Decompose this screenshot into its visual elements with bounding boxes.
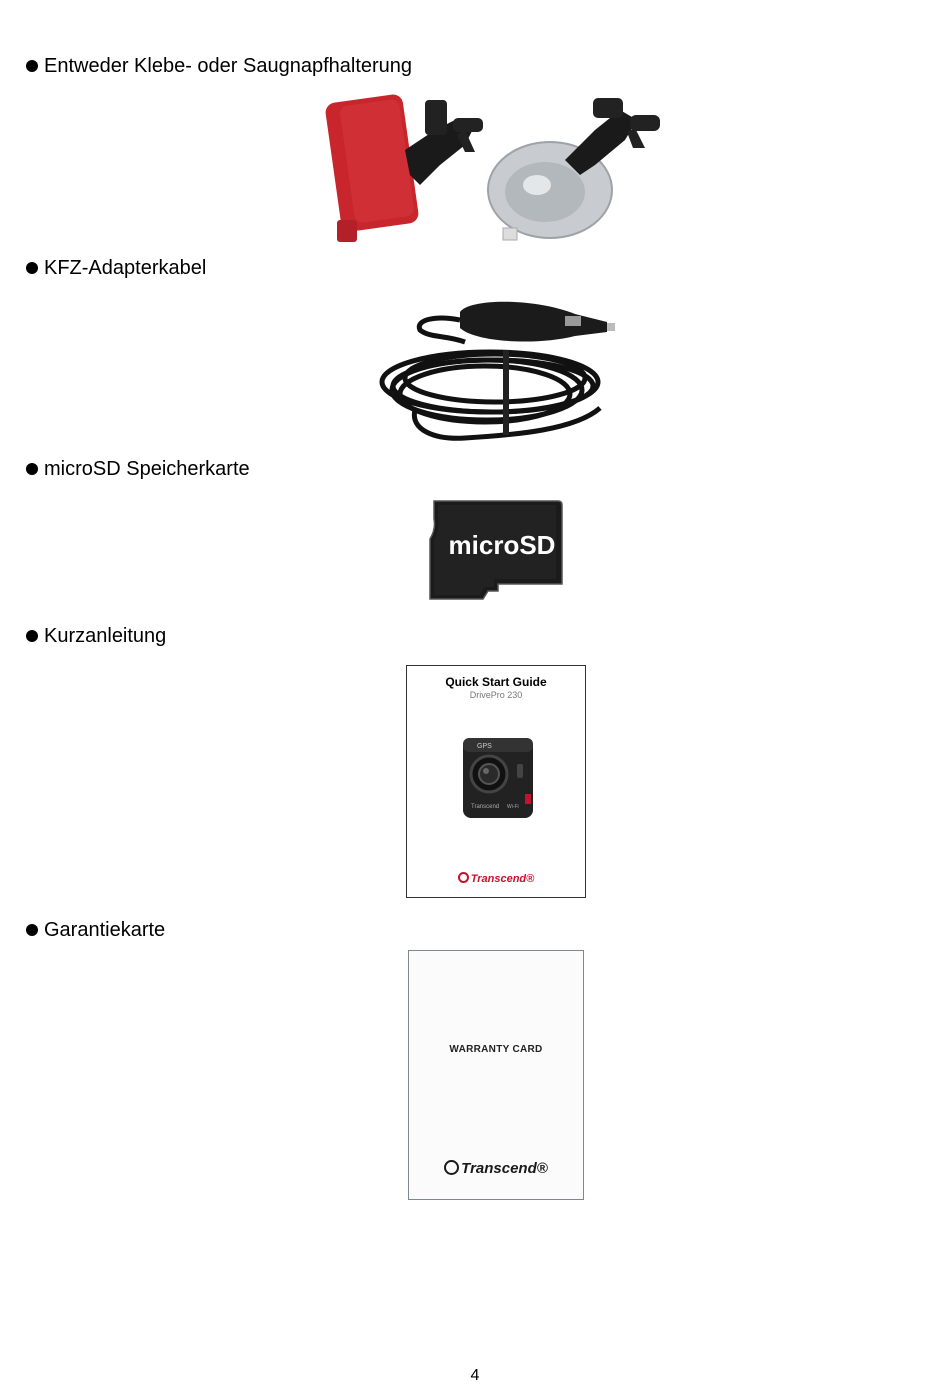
quick-start-guide-image [406,665,586,898]
camera-wifi-text: Wi-Fi [507,804,519,810]
transcend-logo-icon [444,1160,459,1175]
warranty-card-brand [409,1160,583,1177]
transcend-logo-icon [458,872,469,883]
list-item-microsd [26,457,250,481]
list-item-warranty-card [26,918,165,942]
warranty-card-image [408,950,584,1200]
bullet-icon [26,262,38,274]
camera-brand-text: Transcend [471,804,500,810]
warranty-card-title: WARRANTY CARD [449,1044,543,1055]
qsg-brand [407,872,585,885]
page-number: 4 [470,1367,480,1384]
warranty-card-brand-text: Transcend® [461,1160,548,1177]
adhesive-mount-image [325,93,483,242]
bullet-icon [26,630,38,642]
qsg-brand-text: Transcend® [470,873,535,885]
list-item-mounts [26,54,412,78]
item-label: microSD Speicherkarte [44,458,250,480]
item-label: KFZ-Adapterkabel [44,257,207,279]
item-label: Garantiekarte [44,919,166,941]
list-item-car-adapter [26,256,206,280]
item-label: Entweder Klebe- oder Saugnapfhalterung [44,55,413,77]
dashcam-image [459,734,541,822]
microsd-card-image [428,499,564,601]
qsg-title: Quick Start Guide [445,675,547,689]
car-adapter-cable-image [375,290,620,445]
bullet-icon [26,924,38,936]
suction-mount-image [488,98,660,240]
microsd-logo-text: microSD [448,530,556,560]
list-item-quick-start-guide [26,624,166,648]
mount-images [325,90,670,245]
bullet-icon [26,463,38,475]
qsg-subtitle: DrivePro 230 [469,690,523,700]
bullet-icon [26,60,38,72]
item-label: Kurzanleitung [44,625,167,647]
camera-gps-badge: GPS [477,743,492,750]
